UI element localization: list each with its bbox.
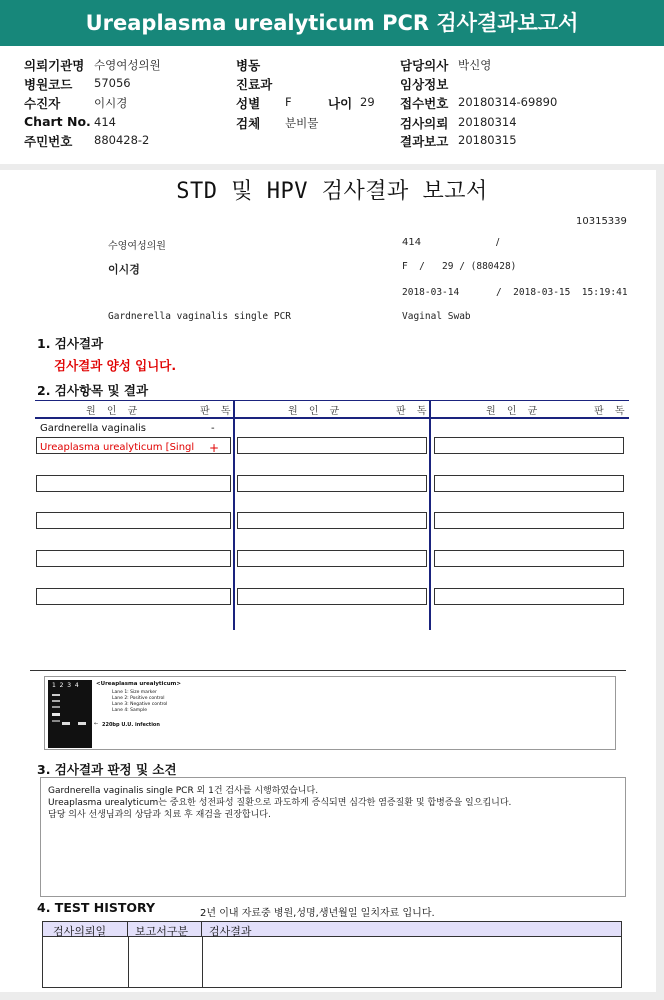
gel-image [48,680,92,748]
history-header-row [42,921,622,937]
result-cell [237,437,427,454]
test-name: Gardnerella vaginalis single PCR [108,311,292,322]
chart-slash: / [496,237,500,248]
gel-legend-item: Lane 1: Size marker [112,690,157,695]
info-label: 결과보고 [400,134,449,149]
opinion-line: Gardnerella vaginalis single PCR 외 1건 검사를 시행하였습니다. [48,786,319,796]
result-cell [434,437,624,454]
patient-name: 이시경 [108,263,140,276]
opinion-line: 담당 의사 선생님과의 상담과 치료 후 재검을 권장합니다. [48,810,271,820]
report-header-title: Ureaplasma urealyticum PCR 검사결과보고서 [0,0,664,46]
result-judge: - [211,423,215,434]
col-header-organism: 원 인 균 [86,406,142,417]
result-cell [36,437,231,454]
info-value: 20180315 [458,133,517,147]
section-4-title: 4. TEST HISTORY [37,900,156,915]
info-label: 의뢰기관명 [24,58,85,73]
column-divider [429,400,431,630]
patient-info-panel [0,46,664,164]
table-header-rule [35,417,629,419]
specimen: Vaginal Swab [402,311,471,322]
info-label: 나이 [328,96,353,111]
section-1-title: 1. 검사결과 [37,336,104,351]
info-label: 병원코드 [24,77,73,92]
report-date: / 2018-03-15 15:19:41 [496,287,628,298]
section-2-title: 2. 검사항목 및 결과 [37,383,149,398]
info-value: 20180314-69890 [458,95,558,109]
gel-band-label: 220bp U.U. infection [102,722,160,728]
result-judge-positive: + [209,441,220,455]
info-label: 임상정보 [400,77,449,92]
info-value: 414 [94,115,116,129]
history-note: 2년 이내 자료중 병원,성명,생년월일 일치자료 입니다. [200,908,435,919]
arrow-icon: ← [94,721,99,727]
divider [30,670,626,671]
col-header-judge: 판 독 [396,406,431,417]
info-value: 29 [360,95,375,109]
info-value: 분비물 [285,116,319,130]
info-label: 담당의사 [400,58,449,73]
result-cell [434,550,624,567]
info-value: 이시경 [94,96,128,110]
info-label: 검체 [236,116,261,131]
history-body [42,936,622,988]
gel-legend-item: Lane 3: Negative control [112,702,168,707]
result-cell [434,512,624,529]
result-cell [434,475,624,492]
col-header-judge: 판 독 [594,406,629,417]
info-label: 검사의뢰 [400,116,449,131]
gel-legend-item: Lane 2: Positive control [112,696,165,701]
result-cell [434,588,624,605]
info-value: 880428-2 [94,133,150,147]
info-label: Chart No. [24,114,91,129]
request-date: 2018-03-14 [402,287,460,298]
result-cell [36,588,231,605]
report-title: STD 및 HPV 검사결과 보고서 [176,179,488,204]
col-header-judge: 판 독 [200,406,235,417]
history-col-date: 검사의뢰일 [53,925,107,938]
info-label: 주민번호 [24,134,73,149]
info-value: 20180314 [458,115,517,129]
result-summary: 검사결과 양성 입니다. [54,358,177,373]
info-label: 병동 [236,58,261,73]
info-label: 진료과 [236,77,273,92]
result-organism: Gardnerella vaginalis [40,423,146,434]
history-col-type: 보고서구분 [135,925,189,938]
gel-lane-numbers: 1 2 3 4 [52,682,79,689]
result-cell [36,550,231,567]
report-code: 10315339 [576,216,627,227]
info-value: 박신영 [458,58,492,72]
sex-age: F / 29 / (880428) [402,261,517,272]
clinic-name: 수영여성의원 [108,241,166,252]
result-organism-positive: Ureaplasma urealyticum [Singl [40,442,195,453]
col-header-organism: 원 인 균 [486,406,542,417]
result-cell [237,475,427,492]
chart-number: 414 [402,237,422,248]
report-sheet [0,170,656,992]
result-cell [237,512,427,529]
info-label: 수진자 [24,96,61,111]
section-3-title: 3. 검사결과 판정 및 소견 [37,762,177,777]
result-cell [36,475,231,492]
result-cell [36,512,231,529]
gel-title: <Ureaplasma urealyticum> [96,681,181,687]
table-top-rule [35,400,629,401]
info-label: 접수번호 [400,96,449,111]
gel-legend-item: Lane 4: Sample [112,708,147,713]
column-divider [233,400,235,630]
gel-image-panel [44,676,616,750]
opinion-line: Ureaplasma urealyticum는 중요한 성전파성 질환으로 과도하게 증식되면 심각한 염증질환 및 합병증을 일으킵니다. [48,798,512,808]
info-value: 57056 [94,76,131,90]
history-col-result: 검사결과 [209,925,252,938]
col-header-organism: 원 인 균 [288,406,344,417]
info-label: 성별 [236,96,261,111]
result-cell [237,588,427,605]
result-cell [237,550,427,567]
info-value: F [285,95,292,109]
info-value: 수영여성의원 [94,58,161,72]
